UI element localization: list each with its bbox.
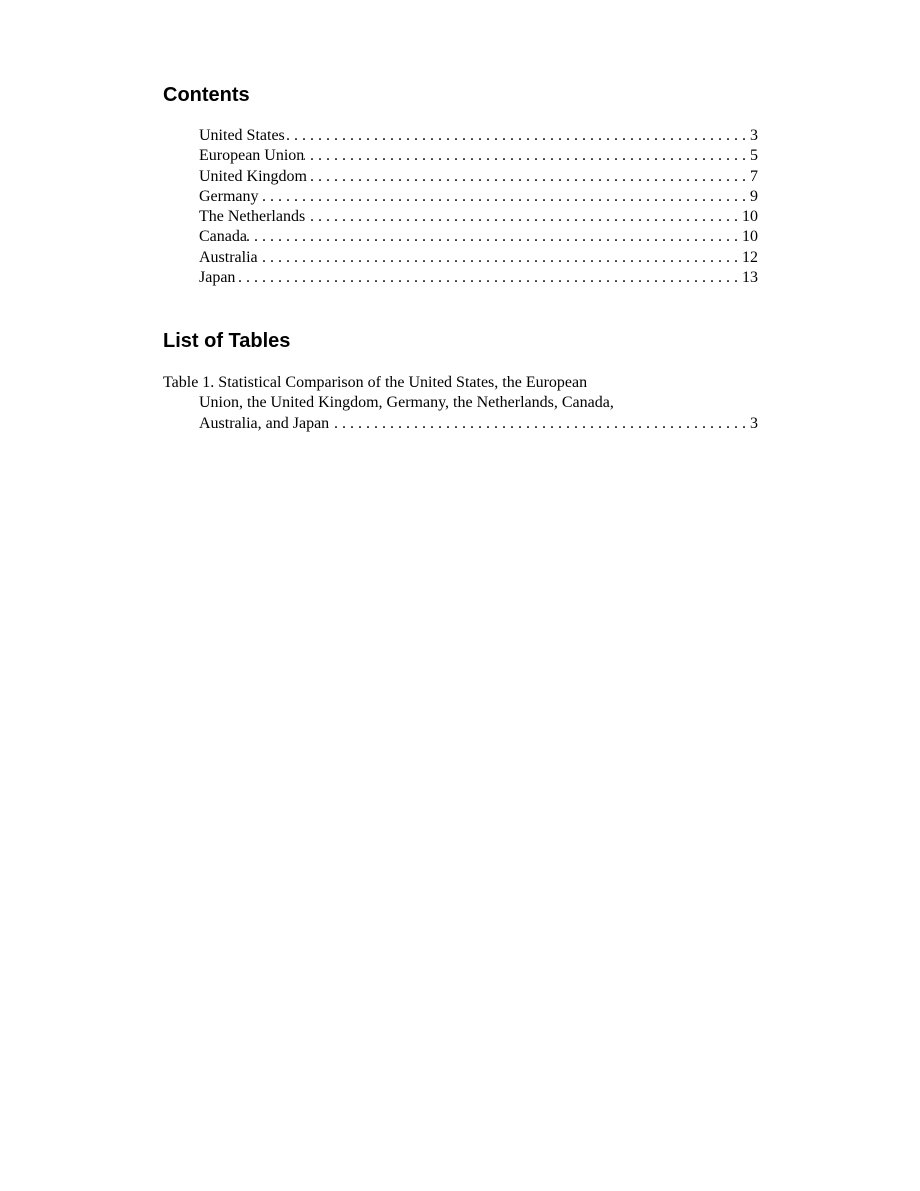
toc-entry-canada[interactable] [199,227,758,247]
toc-entry-united-kingdom[interactable] [199,167,758,187]
dot-leader [329,414,750,434]
dot-leader [259,187,750,207]
table-entry-line: Union, the United Kingdom, Germany, the Netherlands, Canada, [199,394,614,412]
toc-entry-page: 3 [750,127,758,144]
toc-entry-page: 13 [742,269,758,287]
list-of-tables [163,373,758,434]
toc-entry-label: European Union [199,147,305,165]
dot-leader [247,227,742,247]
toc-entry-page: 10 [742,228,758,246]
toc-entry-page: 5 [750,147,758,165]
dot-leader [304,146,750,166]
toc-entry-label: The Netherlands [199,208,306,226]
dot-leader [305,207,742,227]
toc-entry-label: United States [199,127,285,144]
contents-list [199,126,758,288]
toc-entry-australia[interactable] [199,248,758,268]
dot-leader [258,248,742,268]
dot-leader [235,268,742,288]
toc-entry-the-netherlands[interactable] [199,207,758,227]
toc-entry-japan[interactable] [199,268,758,288]
toc-entry-germany[interactable] [199,187,758,207]
dot-leader [285,126,750,146]
toc-entry-label: Canada [199,228,247,246]
toc-entry-page: 12 [742,248,758,266]
table-entry-page: 3 [750,414,758,432]
toc-entry-page: 9 [750,187,758,205]
toc-entry-european-union[interactable] [199,146,758,166]
table-entry-1[interactable] [163,373,758,434]
table-entry-line: Table 1. Statistical Comparison of the United States, the European [163,374,588,391]
contents-heading: Contents [163,84,250,106]
table-entry-last-line [163,414,758,434]
toc-entry-label: Australia [199,248,258,266]
dot-leader [307,167,750,187]
toc-entry-page: 10 [742,208,758,226]
list-of-tables-heading: List of Tables [163,330,291,352]
table-entry-line: Australia, and Japan [199,414,330,432]
toc-entry-label: Japan [199,269,236,287]
toc-entry-label: Germany [199,187,259,205]
toc-entry-united-states[interactable] [199,126,758,146]
toc-entry-label: United Kingdom [199,167,307,185]
toc-entry-page: 7 [750,167,758,185]
